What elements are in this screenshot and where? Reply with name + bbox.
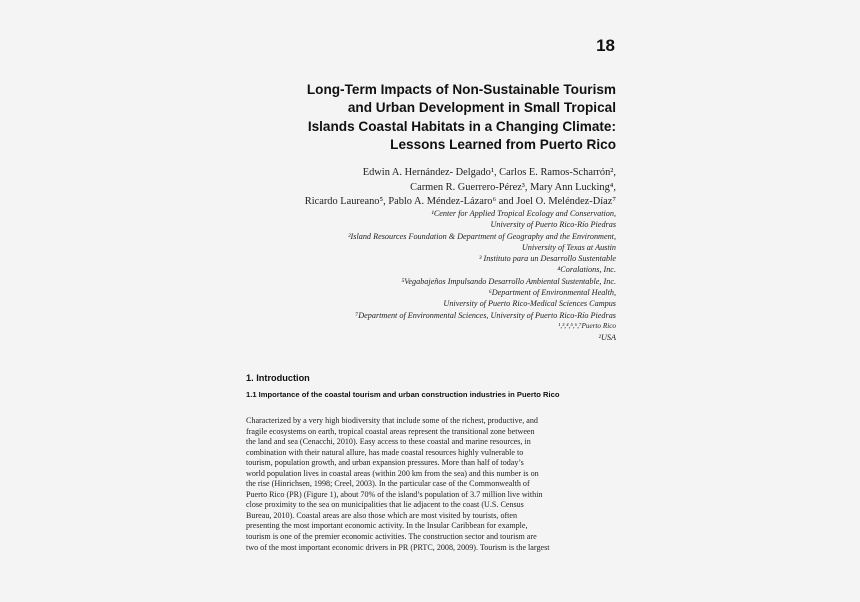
body-line: tourism is one of the premier economic activities. The construction sector and tourism are <box>246 532 537 542</box>
body-line: Bureau, 2010). Coastal areas are also those which are most visited by tourists, often <box>246 510 518 520</box>
author-list <box>220 166 616 210</box>
body-line: close proximity to the sea on municipalities that lie adjacent to the coast (U.S. Census <box>246 500 524 510</box>
affiliation-line: University of Texas at Austin <box>521 242 616 252</box>
affiliation-line: ²USA <box>598 333 616 343</box>
affiliation-line: ¹Center for Applied Tropical Ecology and Conservation, <box>431 209 616 218</box>
body-line: presenting the most important economic activity. In the Insular Caribbean for example, <box>246 521 528 531</box>
body-line: tourism, population growth, and urban expansion pressures. More than half of today’s <box>246 458 524 468</box>
affiliation-line: ⁵Vegabajeños Impulsando Desarrollo Ambiental Sustentable, Inc. <box>401 276 616 286</box>
title-line: Islands Coastal Habitats in a Changing Climate: <box>307 118 616 134</box>
body-line: world population lives in coastal areas (within 200 km from the sea) and this number is on <box>246 468 539 478</box>
affiliation-line: University of Puerto Rico-Medical Sciences Campus <box>443 299 616 309</box>
author-line: Carmen R. Guerrero-Pérez³, Mary Ann Lucking⁴, <box>410 181 616 193</box>
affiliation-line: ⁷Department of Environmental Sciences, University of Puerto Rico-Río Piedras <box>355 310 616 320</box>
affiliation-line: ³ Instituto para un Desarrollo Sustentable <box>478 254 616 264</box>
author-line: Ricardo Laureano⁵, Pablo A. Méndez-Lázaro⁶ and Joel O. Meléndez-Díaz⁷ <box>304 196 616 207</box>
body-line: the rise (Hinrichsen, 1998; Creel, 2003). In the particular case of the Commonwealth of <box>246 479 530 489</box>
section-heading: 1. Introduction <box>246 373 310 383</box>
affiliation-line: University of Puerto Rico-Río Piedras <box>490 220 616 230</box>
body-line: fragile ecosystems on earth, tropical coastal areas represent the transitional zone between <box>246 426 535 436</box>
body-line: Characterized by a very high biodiversity that include some of the richest, productive, and <box>246 416 538 425</box>
body-line: Puerto Rico (PR) (Figure 1), about 70% of the island’s population of 3.7 million live within <box>246 489 543 499</box>
affiliation-line: ²Island Resources Foundation & Department of Geography and the Environment, <box>348 231 616 241</box>
affiliation-list <box>220 208 616 344</box>
author-line: Edwin A. Hernández- Delgado¹, Carlos E. Ramos-Scharrón², <box>362 167 616 178</box>
chapter-number: 18 <box>596 36 615 55</box>
affiliation-line: ⁶Department of Environmental Health, <box>488 288 616 298</box>
body-line: two of the most important economic drivers in PR (PRTC, 2008, 2009). Tourism is the largest <box>246 542 550 552</box>
affiliation-line: ¹,³,⁴,⁵,⁶,⁷Puerto Rico <box>558 321 616 330</box>
title-line: Long-Term Impacts of Non-Sustainable Tourism <box>306 82 616 97</box>
title-line: Lessons Learned from Puerto Rico <box>390 136 616 152</box>
body-text <box>246 416 616 553</box>
affiliation-line: ⁴Coralations, Inc. <box>557 265 616 275</box>
body-line: the land and sea (Cenacchi, 2010). Easy access to these coastal and marine resources, in <box>246 437 531 447</box>
subsection-heading: 1.1 Importance of the coastal tourism and urban construction industries in Puerto Rico <box>246 390 560 399</box>
title-line: and Urban Development in Small Tropical <box>347 100 616 116</box>
body-line: combination with their natural allure, has made coastal resources highly vulnerable to <box>246 447 524 457</box>
chapter-title <box>230 81 616 154</box>
